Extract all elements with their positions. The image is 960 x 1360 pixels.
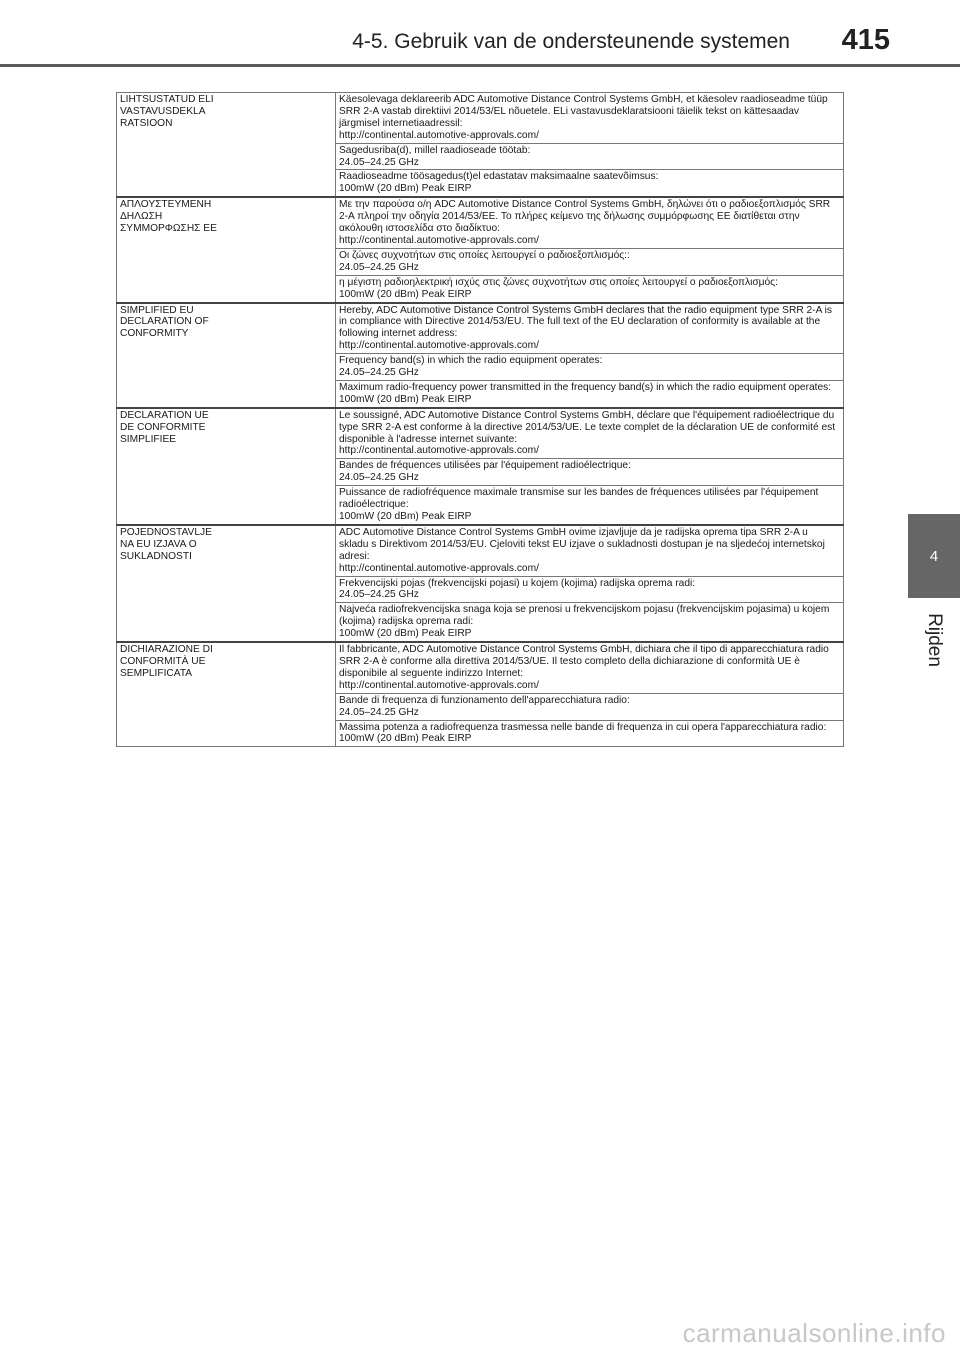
declaration-text: Οι ζώνες συχνοτήτων στις οποίες λειτουργεί ο ραδιοεξοπλισμός:: 24.05–24.25 GHz <box>339 249 630 273</box>
declaration-text: Με την παρούσα ο/η ADC Automotive Distance Control Systems GmbH, δηλώνει ότι ο ραδιοεξοπλισμός SRR 2-A πληροί την οδηγία 2014/53/ΕΕ. Το πλήρες κείμενο της δήλωσης συμμόρφωσης ΕΕ διατίθεται στην ακόλουθη ιστοσελίδα στο διαδίκτυο: http://continental.automotive-approvals.com/ <box>339 199 831 246</box>
declaration-title: SIMPLIFIED EU DECLARATION OF CONFORMITY <box>120 304 209 340</box>
declaration-table <box>116 92 844 747</box>
declaration-text-cell <box>336 576 844 603</box>
declaration-title-cell <box>117 303 336 408</box>
declaration-text: Frequency band(s) in which the radio equipment operates: 24.05–24.25 GHz <box>339 355 603 379</box>
table-row <box>117 93 844 144</box>
declaration-title-cell <box>117 408 336 525</box>
declaration-text-cell <box>336 275 844 302</box>
declaration-title: LIHTSUSTATUD ELI VASTAVUSDEKLA RATSIOON <box>120 94 214 129</box>
declaration-text: Frekvencijski pojas (frekvencijski pojasi) u kojem (kojima) radijska oprema radi: 24.05–24.25 GHz <box>339 577 696 601</box>
watermark: carmanualsonline.info <box>682 1318 946 1348</box>
declaration-title: DICHIARAZIONE DI CONFORMITÀ UE SEMPLIFICATA <box>120 644 213 679</box>
table-row <box>117 303 844 354</box>
declaration-text: Käesolevaga deklareerib ADC Automotive Distance Control Systems GmbH, et käesolev raadioseadme tüüp SRR 2-A vastab direktiivi 2014/53/EL nõuetele. ELi vastavusdeklaratsiooni täielik tekst on kättesaadav järgmisel internetiaadressil: http://continental.automotive-approvals.com/ <box>339 94 828 141</box>
declaration-text: Le soussigné, ADC Automotive Distance Control Systems GmbH, déclare que l'équipement radioélectrique du type SRR 2-A est conforme à la directive 2014/53/UE. Le texte complet de la déclaration UE de conformité est disponible à l'adresse internet suivante: http://continental.automotive-approvals.com/ <box>339 409 836 457</box>
declaration-text-cell <box>336 380 844 407</box>
declaration-title-cell <box>117 93 336 198</box>
table-row <box>117 642 844 693</box>
declaration-text-cell <box>336 486 844 525</box>
chapter-tab <box>908 514 960 598</box>
declaration-text-cell <box>336 525 844 576</box>
declaration-text: ADC Automotive Distance Control Systems GmbH ovime izjavljuje da je radijska oprema tipa SRR 2-A u skladu s Direktivom 2014/53/EU. Cjeloviti tekst EU izjave o sukladnosti dostupan je na sljedećoj internetskoj adresi: http://continental.automotive-approvals.com/ <box>339 526 825 574</box>
declaration-title-cell <box>117 525 336 642</box>
declaration-text-cell <box>336 642 844 693</box>
chapter-label <box>912 600 956 680</box>
table-row <box>117 197 844 248</box>
page-header <box>0 0 960 64</box>
declaration-title: POJEDNOSTAVLJE NA EU IZJAVA O SUKLADNOSTI <box>120 526 212 562</box>
declaration-text: Massima potenza a radiofrequenza trasmessa nelle bande di frequenza in cui opera l'apparecchiatura radio: 100mW (20 dBm) Peak EIRP <box>339 721 827 745</box>
section-title: 4-5. Gebruik van de ondersteunende systemen <box>352 30 790 53</box>
declaration-text: Bande di frequenza di funzionamento dell'apparecchiatura radio: 24.05–24.25 GHz <box>339 694 630 718</box>
declaration-text: Bandes de fréquences utilisées par l'équipement radioélectrique: 24.05–24.25 GHz <box>339 460 631 484</box>
declaration-title-cell <box>117 642 336 747</box>
declaration-text: Il fabbricante, ADC Automotive Distance Control Systems GmbH, dichiara che il tipo di apparecchiatura radio SRR 2-A è conforme alla direttiva 2014/53/UE. Il testo completo della dichiarazione di conformità UE è disponibile al seguente indirizzo Internet: http://continental.automotive-approvals.com/ <box>339 644 829 691</box>
declaration-text-cell <box>336 603 844 642</box>
page-number: 415 <box>841 24 890 56</box>
declaration-text-cell <box>336 693 844 720</box>
chapter-number: 4 <box>929 547 939 565</box>
declaration-text-cell <box>336 354 844 381</box>
header-divider <box>0 64 960 67</box>
declaration-text: η μέγιστη ραδιοηλεκτρική ισχύς στις ζώνες συχνοτήτων στις οποίες λειτουργεί ο ραδιοεξοπλισμός: 100mW (20 dBm) Peak EIRP <box>339 276 778 300</box>
declaration-text-cell <box>336 93 844 144</box>
table-row <box>117 525 844 576</box>
table-row <box>117 408 844 459</box>
declaration-title: DECLARATION UE DE CONFORMITE SIMPLIFIEE <box>120 409 209 445</box>
declaration-text: Raadioseadme töösagedus(t)el edastatav maksimaalne saatevõimsus: 100mW (20 dBm) Peak EIRP <box>339 171 659 195</box>
declaration-title-cell <box>117 197 336 302</box>
declaration-text-cell <box>336 143 844 170</box>
declaration-text-cell <box>336 720 844 747</box>
declaration-text: Najveća radiofrekvencijska snaga koja se prenosi u frekvencijskom pojasu (frekvencijskim pojasima) u kojem (kojima) radijska oprema radi: 100mW (20 dBm) Peak EIRP <box>339 604 830 640</box>
declaration-text-cell <box>336 248 844 275</box>
declaration-text-cell <box>336 303 844 354</box>
declaration-title: ΑΠΛΟΥΣΤΕΥΜΕΝΗ ΔΗΛΩΣΗ ΣΥΜΜΟΡΦΩΣΗΣ ΕΕ <box>120 199 217 235</box>
declaration-text-cell <box>336 459 844 486</box>
declaration-text: Maximum radio-frequency power transmitted in the frequency band(s) in which the radio equipment operates: 100mW (20 dBm) Peak EIRP <box>339 381 832 405</box>
declaration-text: Puissance de radiofréquence maximale transmise sur les bandes de fréquences utilisées par l'équipement radioélectrique: 100mW (20 dBm) Peak EIRP <box>339 487 819 522</box>
declaration-text: Sagedusriba(d), millel raadioseade töötab: 24.05–24.25 GHz <box>339 144 531 168</box>
declaration-text-cell <box>336 408 844 459</box>
declaration-text-cell <box>336 197 844 248</box>
declaration-text-cell <box>336 170 844 197</box>
declaration-text: Hereby, ADC Automotive Distance Control Systems GmbH declares that the radio equipment type SRR 2-A is in compliance with Directive 2014/53/EU. The full text of the EU declaration of conformity is available at the following internet address: http://continental.automotive-approvals.com/ <box>339 304 832 352</box>
chapter-label-text: Rijden <box>924 613 945 667</box>
